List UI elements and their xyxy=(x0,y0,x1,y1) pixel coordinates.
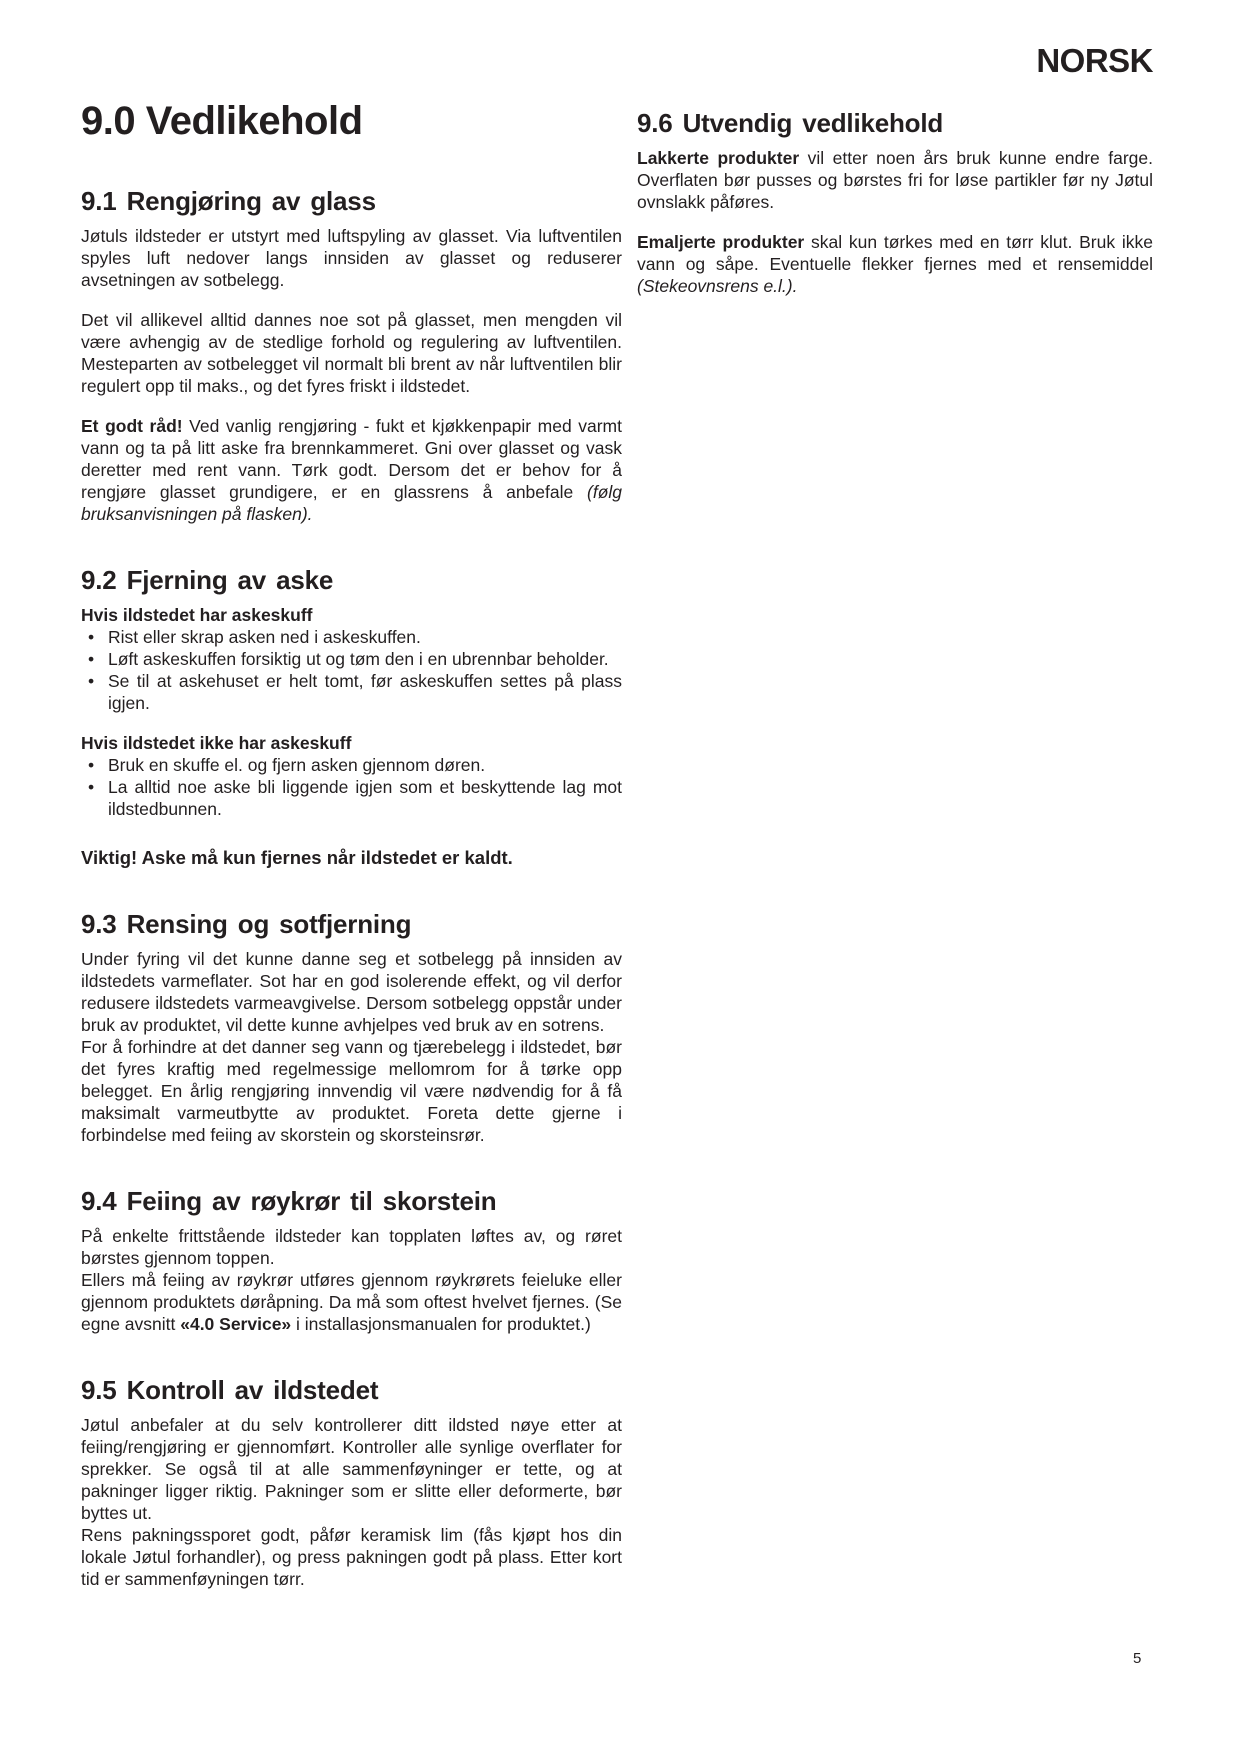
paragraph: Rens pakningssporet godt, påfør keramisk lim (fås kjøpt hos din lokale Jøtul forhandler), og press pakningen godt på plass. Etter kort tid er sammenføyningen tørr. xyxy=(81,1525,622,1589)
important-note: Viktig! Aske må kun fjernes når ildstedet er kaldt. xyxy=(81,847,513,868)
section-heading-9-2: 9.2 Fjerning av aske xyxy=(81,565,334,595)
section-heading-9-6: 9.6 Utvendig vedlikehold xyxy=(637,108,944,138)
list-item: • Rist eller skrap asken ned i askeskuffen. xyxy=(81,626,622,648)
section-9-1 xyxy=(81,186,622,525)
section-9-2 xyxy=(81,565,622,869)
paragraph-text: i installasjonsmanualen for produktet.) xyxy=(291,1314,591,1334)
tip-italic: (følg bruksanvisningen på flasken). xyxy=(81,482,622,524)
page-title: 9.0 Vedlikehold xyxy=(81,99,363,143)
right-column xyxy=(637,42,1153,297)
tip-lead: Et godt råd! xyxy=(81,416,183,436)
bullet-list xyxy=(81,626,622,714)
paragraph xyxy=(81,1269,622,1335)
subheading-has-ashpan: Hvis ildstedet har askeskuff xyxy=(81,605,313,625)
section-heading-9-5: 9.5 Kontroll av ildstedet xyxy=(81,1375,379,1405)
paragraph: Under fyring vil det kunne danne seg et sotbelegg på innsiden av ildstedets varmeflater. Sot har en god isolerende effekt, og vil derfor redusere ildstedets varmeavgivelse. Dersom sotbelegg oppstår under bruk av produktet, vil dette kunne avhjelpes ved bruk av en sotrens. xyxy=(81,949,622,1035)
paragraph xyxy=(637,147,1153,213)
paragraph: Det vil allikevel alltid dannes noe sot på glasset, men mengden vil være avhengig av de stedlige forhold og regulering av luftventilen. Mesteparten av sotbelegget vil normalt bli brent av når luftventilen blir regulert opp til maks., og det fyres friskt i ildstedet. xyxy=(81,310,622,396)
bullet-list xyxy=(81,754,622,820)
list-item: • Løft askeskuffen forsiktig ut og tøm den i en ubrennbar beholder. xyxy=(81,648,622,670)
tip-body: Ved vanlig rengjøring - fukt et kjøkkenpapir med varmt vann og ta på litt aske fra brennkammeret. Gni over glasset og vask deretter med rent vann. Tørk godt. Dersom det er behov for å rengjøre glasset grundigere, er en glassrens å anbefale xyxy=(81,416,622,502)
paragraph: Jøtul anbefaler at du selv kontrollerer ditt ildsted nøye etter at feiing/rengjøring er gjennomført. Kontroller alle synlige overflater for sprekker. Se også til at alle sammenføyninger er tette, og at pakninger ligger riktig. Pakninger som er slitte eller deformerte, bør byttes ut. xyxy=(81,1415,622,1523)
page-number: 5 xyxy=(1133,1650,1142,1667)
lacquered-products-lead: Lakkerte produkter xyxy=(637,148,800,168)
service-reference: «4.0 Service» xyxy=(180,1314,292,1334)
list-item: • Bruk en skuffe el. og fjern asken gjennom døren. xyxy=(81,754,622,776)
section-9-6 xyxy=(637,108,1153,297)
paragraph: På enkelte frittstående ildsteder kan topplaten løftes av, og røret børstes gjennom toppen. xyxy=(81,1226,622,1268)
section-9-5 xyxy=(81,1375,622,1590)
list-item: • La alltid noe aske bli liggende igjen som et beskyttende lag mot ildstedbunnen. xyxy=(81,776,622,820)
section-heading-9-3: 9.3 Rensing og sotfjerning xyxy=(81,909,412,939)
paragraph-text: skal kun tørkes med en tørr klut. Bruk ikke vann og såpe. Eventuelle flekker fjernes med et rensemiddel xyxy=(637,232,1153,274)
subheading-no-ashpan: Hvis ildstedet ikke har askeskuff xyxy=(81,733,352,753)
language-label: NORSK xyxy=(1036,42,1153,79)
paragraph-text: Ellers må feiing av røykrør utføres gjennom røykrørets feieluke eller gjennom produktets døråpning. Da må som oftest hvelvet fjernes. (Se egne avsnitt xyxy=(81,1270,622,1334)
cleaner-italic: (Stekeovnsrens e.l.). xyxy=(637,276,798,296)
enamelled-products-lead: Emaljerte produkter xyxy=(637,232,805,252)
paragraph: Jøtuls ildsteder er utstyrt med luftspyling av glasset. Via luftventilen spyles luft nedover langs innsiden av glasset og reduserer avsetningen av sotbelegg. xyxy=(81,226,622,290)
tip-paragraph xyxy=(81,415,622,525)
section-heading-9-1: 9.1 Rengjøring av glass xyxy=(81,186,376,216)
left-column xyxy=(81,98,622,1590)
paragraph-text: vil etter noen års bruk kunne endre farge. Overflaten bør pusses og børstes fri for løse partikler før ny Jøtul ovnslakk påføres. xyxy=(637,148,1153,212)
section-heading-9-4: 9.4 Feiing av røykrør til skorstein xyxy=(81,1186,497,1216)
paragraph: For å forhindre at det danner seg vann og tjærebelegg i ildstedet, bør det fyres kraftig med regelmessige mellomrom for å tørke opp belegget. En årlig rengjøring innvendig vil være nødvendig for å få maksimalt varmeutbytte av produktet. Foreta dette gjerne i forbindelse med feiing av skorstein og skorsteinsrør. xyxy=(81,1037,622,1145)
section-9-3 xyxy=(81,909,622,1146)
section-9-4 xyxy=(81,1186,622,1335)
list-item: • Se til at askehuset er helt tomt, før askeskuffen settes på plass igjen. xyxy=(81,670,622,714)
paragraph xyxy=(637,231,1153,297)
